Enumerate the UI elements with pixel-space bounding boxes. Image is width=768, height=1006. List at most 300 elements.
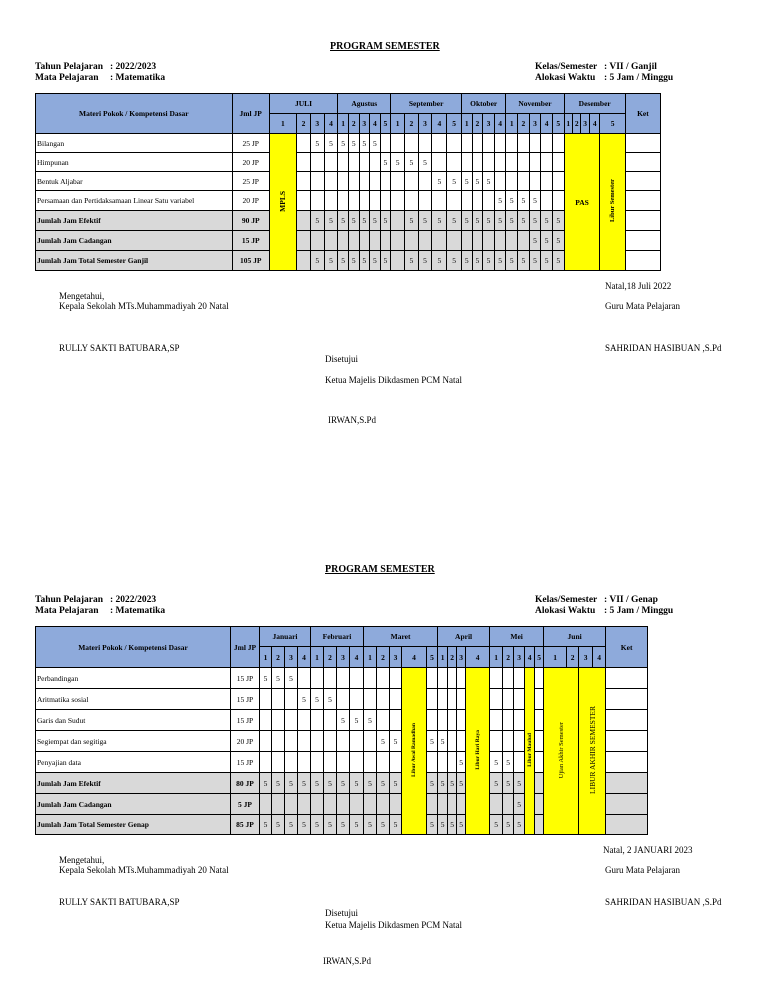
s1-week-cell: 5 [506, 191, 518, 211]
s1-week-cell [370, 172, 381, 191]
s1-week-cell [506, 172, 518, 191]
s2-week-cell [457, 668, 466, 689]
s2-week-cell [272, 794, 285, 815]
s1-row-name: Persamaan dan Pertidaksamaan Linear Satu variabel [36, 191, 233, 211]
s2-week-cell [324, 668, 337, 689]
s1-week-cell [529, 134, 541, 153]
s2-week-cell [324, 710, 337, 731]
s1-week-cell [310, 153, 324, 172]
s2-title: PROGRAM SEMESTER [325, 564, 435, 575]
s1-week-cell: 5 [506, 251, 518, 271]
s2-week-cell [350, 731, 364, 752]
s1-week-4-1: 2 [518, 114, 530, 134]
s1-week-cell: 5 [494, 251, 506, 271]
s1-alokasi-value: : 5 Jam / Minggu [604, 73, 674, 83]
s2-week-cell: 5 [427, 815, 438, 835]
s2-week-cell [285, 752, 298, 773]
s2-week-1-0: 1 [311, 647, 324, 668]
s1-week-cell [418, 231, 432, 251]
s2-row-name: Perbandingan [36, 668, 231, 689]
s2-kepsek-title: Kepala Sekolah MTs.Muhammadiyah 20 Natal [59, 865, 229, 875]
s1-week-cell: 5 [418, 153, 432, 172]
s1-week-cell: 5 [506, 211, 518, 231]
s2-week-cell [260, 794, 272, 815]
s1-week-cell [472, 231, 483, 251]
s1-week-cell: 5 [447, 172, 462, 191]
s2-week-cell [490, 794, 503, 815]
s2-week-0-3: 4 [298, 647, 311, 668]
s2-week-cell: 5 [272, 668, 285, 689]
s2-week-cell [448, 731, 457, 752]
s2-week-cell: 5 [457, 752, 466, 773]
s2-week-cell [350, 668, 364, 689]
s2-week-cell [514, 710, 525, 731]
s2-week-cell [390, 668, 402, 689]
s1-week-cell: 5 [324, 251, 338, 271]
s2-week-cell [448, 752, 457, 773]
s2-week-cell [514, 668, 525, 689]
s2-week-cell [438, 668, 448, 689]
s1-col-materi: Materi Pokok / Kompetensi Dasar [36, 94, 233, 134]
s1-week-cell [391, 172, 405, 191]
s2-week-cell [457, 794, 466, 815]
s1-week-cell [418, 172, 432, 191]
s2-libur-ramadhan-block [402, 668, 427, 835]
s1-week-cell [348, 153, 359, 172]
s1-ketua-name: IRWAN,S.Pd [328, 415, 377, 425]
s2-week-cell [438, 752, 448, 773]
s2-week-cell: 5 [503, 773, 514, 794]
s2-week-cell [337, 794, 350, 815]
s1-week-cell [483, 153, 495, 172]
s2-week-5-2: 3 [579, 647, 593, 668]
s2-week-cell [503, 731, 514, 752]
s1-week-cell [494, 231, 506, 251]
s1-week-3-2: 3 [483, 114, 495, 134]
s1-week-cell [506, 231, 518, 251]
s1-week-cell: 5 [310, 211, 324, 231]
s2-week-cell [298, 731, 311, 752]
s2-ujian-label: Ujian Akhir Semester [557, 721, 565, 779]
s2-ket-cell [606, 794, 648, 815]
s2-week-cell: 5 [337, 773, 350, 794]
s2-week-cell: 5 [364, 710, 377, 731]
s1-week-cell [391, 211, 405, 231]
s1-week-4-3: 4 [541, 114, 553, 134]
s1-week-0-1: 2 [297, 114, 311, 134]
s1-week-cell: 5 [370, 211, 381, 231]
s1-week-cell: 5 [432, 211, 447, 231]
s1-row-name: Himpunan [36, 153, 233, 172]
s1-week-cell [324, 231, 338, 251]
s2-month-februari: Februari [311, 627, 364, 647]
s1-col-ket: Ket [625, 94, 660, 134]
s2-col-jml: Jml JP [231, 627, 260, 668]
s2-libur-maulud-block [525, 668, 535, 835]
s1-week-1-1: 2 [348, 114, 359, 134]
s2-week-cell [324, 794, 337, 815]
s1-week-cell [391, 191, 405, 211]
s1-week-2-4: 5 [447, 114, 462, 134]
s2-week-0-0: 1 [260, 647, 272, 668]
s2-guru-title: Guru Mata Pelajaran [605, 865, 680, 875]
s2-month-april: April [438, 627, 490, 647]
s2-week-cell: 5 [350, 773, 364, 794]
s1-week-2-1: 2 [404, 114, 418, 134]
s1-week-cell [359, 172, 370, 191]
s1-week-cell [506, 134, 518, 153]
s2-month-januari: Januari [260, 627, 311, 647]
s2-week-cell [457, 731, 466, 752]
s2-week-cell [503, 668, 514, 689]
s1-week-cell: 5 [348, 134, 359, 153]
s2-week-cell [535, 710, 544, 731]
s1-week-cell [518, 134, 530, 153]
s2-week-cell: 5 [311, 689, 324, 710]
s2-week-cell [448, 710, 457, 731]
s2-row-jp: 15 JP [231, 710, 260, 731]
s1-week-cell [506, 153, 518, 172]
s2-week-cell [535, 773, 544, 794]
s1-week-cell [462, 153, 473, 172]
s1-week-cell: 5 [380, 153, 391, 172]
s2-week-cell: 5 [514, 773, 525, 794]
s2-guru-name: SAHRIDAN HASIBUAN ,S.Pd [605, 897, 722, 907]
s1-week-cell [483, 231, 495, 251]
s2-week-cell [364, 689, 377, 710]
s1-title: PROGRAM SEMESTER [330, 41, 440, 52]
s2-week-4-2: 3 [514, 647, 525, 668]
s1-row-jp: 20 JP [232, 153, 269, 172]
s1-week-cell [370, 191, 381, 211]
s1-week-cell: 5 [404, 211, 418, 231]
s2-week-cell [311, 710, 324, 731]
s2-kepsek-name: RULLY SAKTI BATUBARA,SP [59, 897, 180, 907]
s2-row-jp: 15 JP [231, 668, 260, 689]
s2-row-jp: 85 JP [231, 815, 260, 835]
s2-week-4-4: 5 [535, 647, 544, 668]
s2-week-4-0: 1 [490, 647, 503, 668]
s1-week-cell [472, 191, 483, 211]
s1-week-cell [338, 172, 349, 191]
s1-week-cell [447, 231, 462, 251]
s2-week-cell [490, 731, 503, 752]
s1-week-cell [529, 153, 541, 172]
s1-ket-cell [625, 231, 660, 251]
s2-week-cell [311, 668, 324, 689]
s1-week-cell [541, 172, 553, 191]
s1-row-jp: 15 JP [232, 231, 269, 251]
s1-kepsek-title: Kepala Sekolah MTs.Muhammadiyah 20 Natal [59, 301, 229, 311]
s2-week-cell: 5 [427, 731, 438, 752]
s1-week-cell: 5 [518, 251, 530, 271]
s2-week-1-1: 2 [324, 647, 337, 668]
s1-mapel-label: Mata Pelajaran [35, 73, 99, 83]
s2-week-cell: 5 [448, 773, 457, 794]
s1-week-cell: 5 [370, 134, 381, 153]
s2-week-cell: 5 [260, 815, 272, 835]
s1-week-cell [418, 134, 432, 153]
s2-week-cell [438, 794, 448, 815]
s1-week-0-0: 1 [269, 114, 296, 134]
s1-week-3-1: 2 [472, 114, 483, 134]
s1-week-5-4: 5 [600, 114, 625, 134]
s2-week-1-2: 3 [337, 647, 350, 668]
s2-week-cell: 5 [324, 815, 337, 835]
s1-week-cell [552, 134, 564, 153]
s2-libur-raya-label: Libur Hari Raya [474, 730, 481, 770]
s2-week-cell [390, 689, 402, 710]
s2-week-cell [514, 689, 525, 710]
s2-week-cell [490, 689, 503, 710]
s1-week-cell: 5 [472, 172, 483, 191]
s1-week-cell [310, 231, 324, 251]
s2-col-materi: Materi Pokok / Kompetensi Dasar [36, 627, 231, 668]
s2-week-cell [337, 752, 350, 773]
s1-week-cell: 5 [432, 251, 447, 271]
s2-week-cell [503, 794, 514, 815]
s1-week-cell [297, 153, 311, 172]
s2-row-jp: 15 JP [231, 689, 260, 710]
s1-week-cell [462, 231, 473, 251]
s2-row-name: Garis dan Sudut [36, 710, 231, 731]
s1-ket-cell [625, 211, 660, 231]
s1-week-cell: 5 [359, 211, 370, 231]
s1-ket-cell [625, 172, 660, 191]
s1-month-desember: Desember [564, 94, 625, 114]
s2-week-cell: 5 [260, 668, 272, 689]
s1-week-cell [348, 191, 359, 211]
s1-week-cell [297, 231, 311, 251]
s2-week-2-3: 4 [402, 647, 427, 668]
s1-week-cell [348, 172, 359, 191]
s2-week-cell: 5 [324, 773, 337, 794]
s1-week-cell [552, 191, 564, 211]
s2-week-cell [535, 731, 544, 752]
s2-week-cell [298, 710, 311, 731]
s1-week-cell [472, 134, 483, 153]
s2-week-cell [364, 794, 377, 815]
s1-week-cell [432, 231, 447, 251]
s1-week-cell [380, 172, 391, 191]
s1-week-cell [380, 231, 391, 251]
s1-month-agustus: Agustus [338, 94, 391, 114]
s1-row-jp: 25 JP [232, 134, 269, 153]
s1-week-cell: 5 [541, 231, 553, 251]
s2-week-cell [337, 689, 350, 710]
s1-week-5-3: 4 [589, 114, 600, 134]
s2-week-cell [514, 731, 525, 752]
s2-week-cell: 5 [337, 815, 350, 835]
s1-row-jp: 20 JP [232, 191, 269, 211]
s1-guru-name: SAHRIDAN HASIBUAN ,S.Pd [605, 343, 722, 353]
s1-week-cell [404, 172, 418, 191]
s2-ketua-title: Ketua Majelis Dikdasmen PCM Natal [325, 920, 462, 930]
s1-week-cell [432, 153, 447, 172]
s1-week-cell [494, 172, 506, 191]
s2-week-cell: 5 [350, 710, 364, 731]
s2-week-2-2: 3 [390, 647, 402, 668]
s2-week-cell [457, 689, 466, 710]
s1-week-cell: 5 [324, 134, 338, 153]
s2-week-cell [390, 710, 402, 731]
s1-libur-block [600, 134, 625, 271]
s2-ket-cell [606, 815, 648, 835]
s1-guru-title: Guru Mata Pelajaran [605, 301, 680, 311]
s2-week-cell [490, 710, 503, 731]
s2-week-2-1: 2 [377, 647, 390, 668]
s1-week-cell [404, 231, 418, 251]
s2-week-3-2: 3 [457, 647, 466, 668]
s2-week-cell: 5 [427, 773, 438, 794]
s2-tahun-value: : 2022/2023 [110, 595, 157, 605]
s1-month-november: November [506, 94, 564, 114]
s1-ket-cell [625, 191, 660, 211]
s2-week-cell [448, 794, 457, 815]
s1-row-name: Jumlah Jam Efektif [36, 211, 233, 231]
s1-week-5-2: 3 [581, 114, 589, 134]
s2-week-cell [438, 689, 448, 710]
s2-week-cell [390, 752, 402, 773]
s2-row-name: Jumlah Jam Efektif [36, 773, 231, 794]
s1-week-cell: 5 [541, 251, 553, 271]
s1-week-cell [404, 134, 418, 153]
s1-week-cell: 5 [338, 211, 349, 231]
s1-week-cell: 5 [380, 211, 391, 231]
s2-week-cell: 5 [514, 815, 525, 835]
s2-week-cell [535, 668, 544, 689]
s1-week-0-3: 4 [324, 114, 338, 134]
s1-week-cell [541, 134, 553, 153]
s1-kepsek-name: RULLY SAKTI BATUBARA,SP [59, 343, 180, 353]
s1-week-cell [518, 231, 530, 251]
s1-row-name: Jumlah Jam Cadangan [36, 231, 233, 251]
s2-week-5-0: 1 [544, 647, 567, 668]
s1-week-2-0: 1 [391, 114, 405, 134]
s2-week-cell: 5 [272, 815, 285, 835]
s2-week-cell [260, 731, 272, 752]
s1-week-cell: 5 [541, 211, 553, 231]
s2-disetujui: Disetujui [325, 908, 358, 918]
s1-month-oktober: Oktober [462, 94, 506, 114]
s1-week-cell: 5 [359, 134, 370, 153]
s2-week-cell [285, 710, 298, 731]
s1-mpls-block [269, 134, 296, 271]
s2-row-name: Jumlah Jam Total Semester Genap [36, 815, 231, 835]
s1-week-cell [541, 153, 553, 172]
s1-week-cell: 5 [462, 251, 473, 271]
s2-month-juni: Juni [544, 627, 606, 647]
s1-week-cell [338, 191, 349, 211]
s1-week-cell [552, 172, 564, 191]
s2-week-cell [285, 689, 298, 710]
s1-week-cell: 5 [447, 211, 462, 231]
s2-libur-ramadhan-label: Libur Awal Ramadhan [411, 723, 418, 777]
s2-week-cell [535, 752, 544, 773]
s2-row-name: Segiempat dan segitiga [36, 731, 231, 752]
s2-month-mei: Mei [490, 627, 544, 647]
s2-week-cell: 5 [350, 815, 364, 835]
s1-week-cell: 5 [310, 251, 324, 271]
s1-week-cell [432, 134, 447, 153]
s2-week-2-0: 1 [364, 647, 377, 668]
s2-week-4-3: 4 [525, 647, 535, 668]
s1-week-cell: 5 [494, 191, 506, 211]
s1-week-cell [447, 153, 462, 172]
s2-week-cell: 5 [390, 773, 402, 794]
s1-week-1-4: 5 [380, 114, 391, 134]
s2-week-cell: 5 [311, 815, 324, 835]
s2-week-cell: 5 [503, 752, 514, 773]
s2-kelas-label: Kelas/Semester [535, 595, 598, 605]
s1-week-cell [348, 231, 359, 251]
s1-week-2-3: 4 [432, 114, 447, 134]
s2-mengetahui: Mengetahui, [59, 855, 105, 865]
s2-week-cell [427, 689, 438, 710]
s1-week-cell [324, 153, 338, 172]
s1-week-cell [472, 153, 483, 172]
s1-week-cell [370, 153, 381, 172]
s2-week-cell [514, 752, 525, 773]
s2-week-cell: 5 [514, 794, 525, 815]
s1-week-cell [483, 134, 495, 153]
s1-week-cell: 5 [529, 191, 541, 211]
s2-ket-cell [606, 668, 648, 689]
s2-week-cell [535, 689, 544, 710]
s2-week-cell: 5 [285, 668, 298, 689]
s2-col-ket: Ket [606, 627, 648, 668]
s1-week-cell: 5 [529, 251, 541, 271]
s1-week-cell: 5 [529, 231, 541, 251]
s1-week-cell: 5 [483, 251, 495, 271]
s1-week-cell [359, 191, 370, 211]
s2-ujian-block [544, 668, 579, 835]
s1-week-1-2: 3 [359, 114, 370, 134]
s2-row-name: Jumlah Jam Cadangan [36, 794, 231, 815]
s2-week-cell [298, 752, 311, 773]
s1-week-cell [297, 211, 311, 231]
s1-week-cell [404, 191, 418, 211]
s2-week-cell: 5 [285, 773, 298, 794]
s2-week-cell [260, 710, 272, 731]
s1-mengetahui: Mengetahui, [59, 291, 105, 301]
s1-week-cell [310, 172, 324, 191]
s1-week-cell [432, 191, 447, 211]
s2-week-cell: 5 [298, 815, 311, 835]
s1-week-1-0: 1 [338, 114, 349, 134]
s1-week-5-0: 1 [564, 114, 572, 134]
s1-week-cell [338, 231, 349, 251]
s1-week-cell: 5 [418, 211, 432, 231]
s1-week-cell [462, 191, 473, 211]
s1-week-cell [359, 231, 370, 251]
s1-kelas-value: : VII / Ganjil [604, 62, 657, 72]
s2-week-cell: 5 [457, 815, 466, 835]
s1-week-cell [324, 191, 338, 211]
s1-week-0-2: 3 [310, 114, 324, 134]
s1-week-cell: 5 [472, 211, 483, 231]
s2-mapel-label: Mata Pelajaran [35, 606, 99, 616]
s1-week-cell [297, 251, 311, 271]
s1-row-jp: 90 JP [232, 211, 269, 231]
s1-place-date: Natal,18 Juli 2022 [605, 281, 672, 291]
s2-week-cell [272, 731, 285, 752]
s1-disetujui: Disetujui [325, 354, 358, 364]
s2-ketua-name: IRWAN,S.Pd [323, 956, 372, 966]
s1-week-cell: 5 [462, 172, 473, 191]
s2-week-cell [260, 689, 272, 710]
s1-week-cell: 5 [552, 211, 564, 231]
